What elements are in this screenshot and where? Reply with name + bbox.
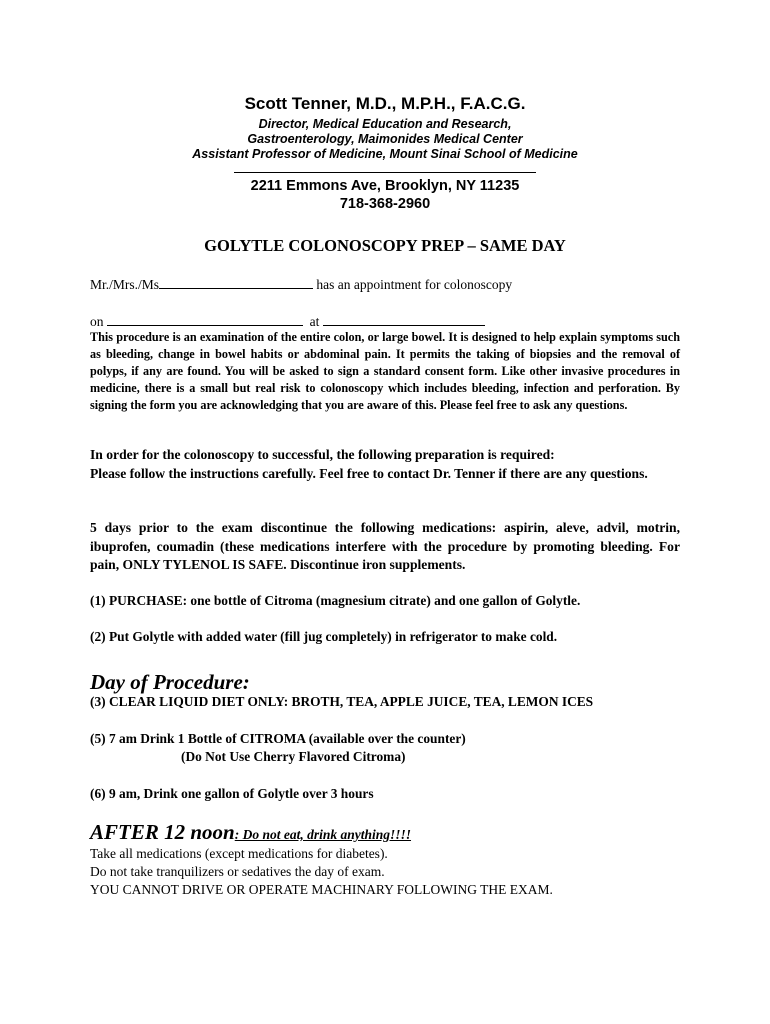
doctor-role-line-1: Director, Medical Education and Research, <box>258 117 512 131</box>
step-1-purchase: (1) PURCHASE: one bottle of Citroma (magnesium citrate) and one gallon of Golytle. <box>90 593 581 608</box>
date-blank <box>107 313 303 326</box>
doctor-role-line-2: Gastroenterology, Maimonides Medical Center <box>247 132 523 146</box>
final-instruction-2: Do not take tranquilizers or sedatives the day of exam. <box>90 864 385 879</box>
document-title: GOLYTLE COLONOSCOPY PREP – SAME DAY <box>204 236 566 255</box>
step-6-golytle: (6) 9 am, Drink one gallon of Golytle over 3 hours <box>90 786 374 801</box>
medications-paragraph: 5 days prior to the exam discontinue the following medications: aspirin, aleve, advil, motrin, ibuprofen, coumadin (these medications interfere with the procedure by promoting bleeding. For pain, ONLY TYLENOL IS SAFE. Discontinue iron supplements. <box>90 520 680 572</box>
after-noon-heading: AFTER 12 noon <box>90 820 235 844</box>
final-instruction-1: Take all medications (except medications for diabetes). <box>90 846 388 861</box>
salutation-label: Mr./Mrs./Ms <box>90 277 160 292</box>
step-5-citroma: (5) 7 am Drink 1 Bottle of CITROMA (available over the counter) <box>90 731 466 746</box>
day-of-procedure-heading: Day of Procedure: <box>90 670 250 694</box>
step-5-citroma-note: (Do Not Use Cherry Flavored Citroma) <box>181 749 406 764</box>
step-3-clear-liquid: (3) CLEAR LIQUID DIET ONLY: BROTH, TEA, APPLE JUICE, TEA, LEMON ICES <box>90 694 594 709</box>
office-address: 2211 Emmons Ave, Brooklyn, NY 11235 <box>250 178 520 194</box>
preparation-paragraph-1: In order for the colonoscopy to successful, the following preparation is required: <box>90 447 555 462</box>
appointment-date-line <box>90 313 485 330</box>
time-blank <box>323 313 485 326</box>
at-label: at <box>309 314 320 329</box>
doctor-role-line-3: Assistant Professor of Medicine, Mount Sinai School of Medicine <box>192 147 578 161</box>
step-2-refrigerate: (2) Put Golytle with added water (fill jug completely) in refrigerator to make cold. <box>90 629 558 644</box>
office-phone: 718-368-2960 <box>339 196 431 212</box>
header-divider <box>234 172 536 173</box>
after-noon-subheading: : Do not eat, drink anything!!!! <box>234 827 412 842</box>
patient-name-blank <box>159 276 313 289</box>
after-noon-line <box>90 820 411 845</box>
patient-name-line <box>90 276 512 293</box>
doctor-name: Scott Tenner, M.D., M.P.H., F.A.C.G. <box>244 94 526 113</box>
intro-paragraph: This procedure is an examination of the entire colon, or large bowel. It is designed to help explain symptoms such as bleeding, change in bowel habits or abdominal pain. It permits the taking of biopsies and the removal of polyps, if any are found. You will be asked to sign a standard consent form. Like other invasive procedures in medicine, there is a small but real risk to colonoscopy which includes bleeding, infection and perforation. By signing the form you are acknowledging that you are aware of this. Please feel free to ask any questions. <box>90 330 680 412</box>
appointment-text: has an appointment for colonoscopy <box>316 277 513 292</box>
on-label: on <box>90 314 104 329</box>
final-instruction-3: YOU CANNOT DRIVE OR OPERATE MACHINARY FOLLOWING THE EXAM. <box>90 882 553 897</box>
preparation-paragraph-2: Please follow the instructions carefully. Feel free to contact Dr. Tenner if there are any questions. <box>90 466 648 481</box>
